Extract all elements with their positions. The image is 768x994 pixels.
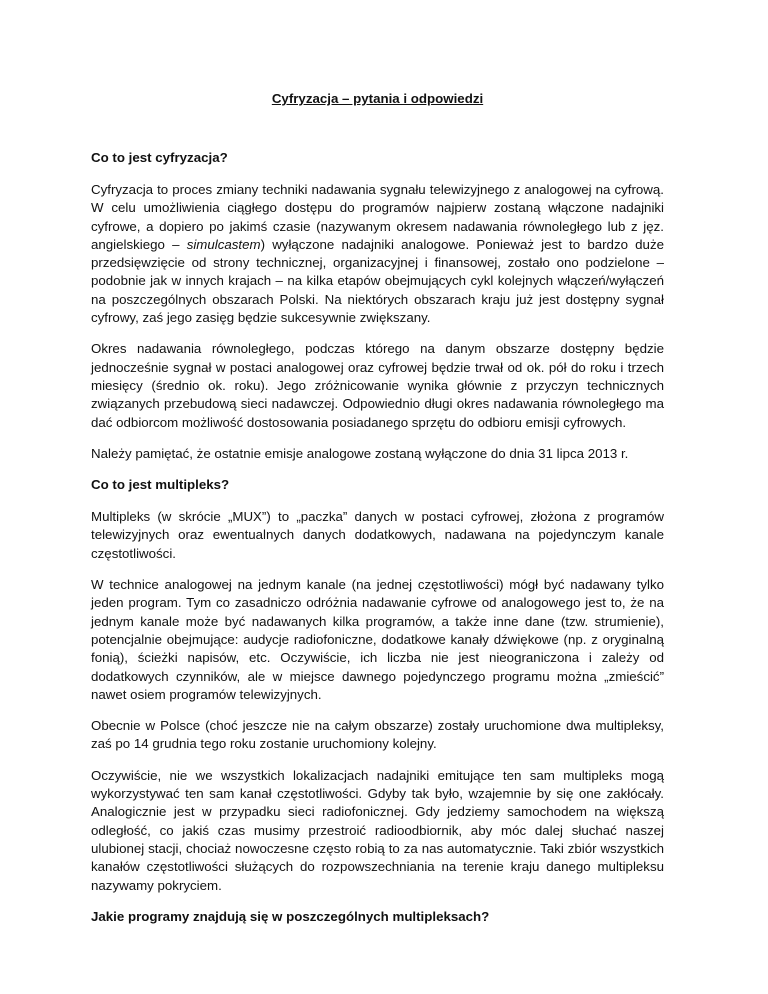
section-heading-programs: Jakie programy znajdują się w poszczególnych multipleksach? (91, 908, 490, 924)
paragraph-text: Cyfryzacja to proces zmiany techniki nadawania sygnału telewizyjnego z analogowej na cyfrową. W celu umożliwienia ciągłego dostępu do programów najpierw zostaną włączone nadajniki cyfrowe, a dopiero po jakimś czasie (nazywanym okresem nadawania równoległego lub z jęz. angielskiego – (91, 182, 664, 252)
section-heading-cyfryzacja: Co to jest cyfryzacja? (91, 150, 228, 165)
paragraph-analog-vs-digital: W technice analogowej na jednym kanale (na jednej częstotliwości) mógł być nadawany tylko jeden program. Tym co zasadniczo odróżnia nadawanie cyfrowe od analogowego jest to, że na jednym kanale może być nadawanych kilka programów, a także inne dane (tzw. strumienie), potencjalnie obejmujące: audycje radiofoniczne, dodatkowe kanały dźwiękowe (np. z oryginalną fonią), ścieżki napisów, etc. Oczywiście, ich liczba nie jest nieograniczona i zależy od dodatkowych czynników, ale w miejsce dawnego pojedynczego programu można „zmieścić” nawet osiem programów telewizyjnych. (91, 577, 664, 702)
paragraph-simulcast-period: Okres nadawania równoległego, podczas którego na danym obszarze dostępny będzie jednocześnie sygnał w postaci analogowej oraz cyfrowej będzie trwał od ok. pół do roku i trzech miesięcy (średnio ok. roku). Jego zróżnicowanie wynika głównie z przyczyn technicznych związanych przebudową sieci nadawczej. Odpowiednio długi okres nadawania równoległego ma dać odbiorcom możliwość dostosowania posiadanego sprzętu do odbioru emisji cyfrowych. (91, 341, 664, 430)
paragraph-cyfryzacja-definition (91, 181, 664, 327)
paragraph-coverage: Oczywiście, nie we wszystkich lokalizacjach nadajniki emitujące ten sam multipleks mogą wykorzystywać ten sam kanał częstotliwości. Gdyby tak było, wzajemnie by się one zakłócały. Analogicznie jest w przypadku sieci radiofonicznej. Gdy jedziemy samochodem na większą odległość, co jakiś czas musimy przestroić radioodbiornik, aby móc dalej słuchać naszej ulubionej stacji, chociaż nowoczesne często robią to za nas automatycznie. Taki zbiór wszystkich kanałów częstotliwości służących do rozpowszechniania na terenie kraju danego multipleksu nazywamy pokryciem. (91, 767, 664, 893)
section-heading-multipleks: Co to jest multipleks? (91, 477, 230, 493)
paragraph-multipleks-in-poland: Obecnie w Polsce (choć jeszcze nie na całym obszarze) zostały uruchomione dwa multipleksy, zaś po 14 grudnia tego roku zostanie uruchomiony kolejny. (91, 718, 664, 752)
paragraph-analog-switch-off: Należy pamiętać, że ostatnie emisje analogowe zostaną wyłączone do dnia 31 lipca 2013 r. (91, 445, 629, 461)
paragraph-multipleks-definition: Multipleks (w skrócie „MUX”) to „paczka” danych w postaci cyfrowej, złożona z programów telewizyjnych oraz ewentualnych danych dodatkowych, nadawana na pojedynczym kanale częstotliwości. (91, 509, 664, 561)
document-title: Cyfryzacja – pytania i odpowiedzi (271, 91, 484, 106)
paragraph-text: ) wyłączone nadajniki analogowe. Ponieważ jest to bardzo duże przedsięwzięcie od strony technicznej, organizacyjnej i finansowej, zostało ono podzielone – podobnie jak w innych krajach – na kilka etapów obejmujących cykl kolejnych włączeń/wyłączeń na poszczególnych obszarach Polski. Na niektórych obszarach kraju już jest dostępny sygnał cyfrowy, zaś jego zasięg będzie sukcesywnie zwiększany. (91, 236, 665, 326)
emphasis-simulcast: simulcastem (186, 236, 261, 252)
